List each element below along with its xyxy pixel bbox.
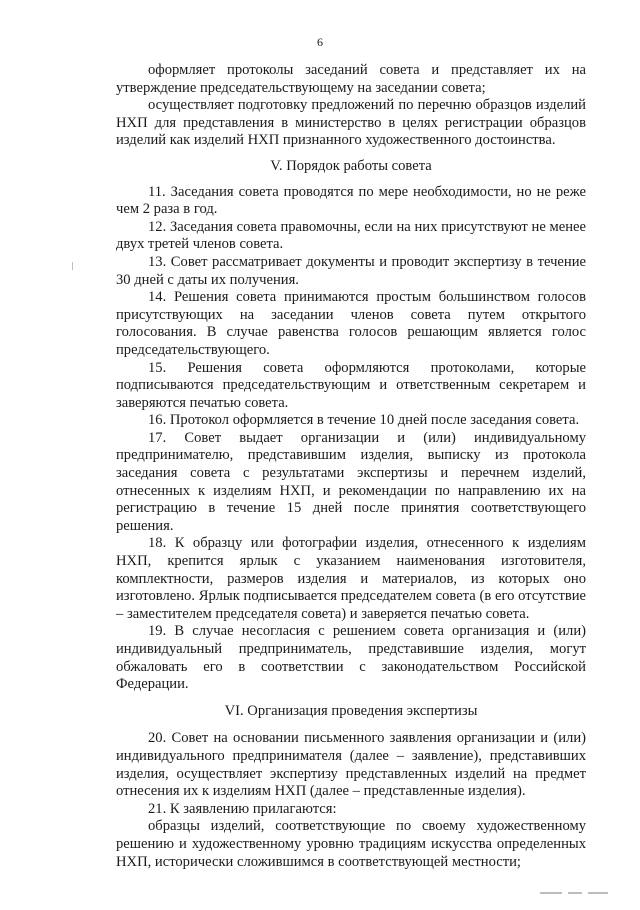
- paragraph: 13. Совет рассматривает документы и проводит экспертизу в течение 30 дней с даты их получения.: [116, 253, 586, 288]
- paragraph: 14. Решения совета принимаются простым большинством голосов присутствующих на заседании членов совета путем открытого голосования. В случае равенства голосов решающим является голос председательствующего.: [116, 289, 586, 358]
- scan-artifact-footer: [540, 892, 630, 896]
- paragraph: 18. К образцу или фотографии изделия, отнесенного к изделиям НХП, крепится ярлык с указанием наименования изготовителя, комплектности, размеров изделия и материалов, из которых оно изготовлено. Ярлык подписывается председателем совета (в его отсутствие – заместителем председателя совета) и заверяется печатью совета.: [116, 535, 586, 622]
- section-heading: VI. Организация проведения экспертизы: [224, 702, 478, 719]
- paragraph: 16. Протокол оформляется в течение 10 дней после заседания совета.: [148, 412, 580, 429]
- paragraph: 21. К заявлению прилагаются:: [148, 800, 337, 817]
- section-heading: V. Порядок работы совета: [270, 157, 432, 174]
- paragraph: 17. Совет выдает организации и (или) индивидуальному предпринимателю, представившим изделия, выписку из протокола заседания совета с результатами экспертизы и перечнем изделий, отнесенных к изделиям НХП, и рекомендации по направлению их на регистрацию в течение 15 дней после принятия соответствующего решения.: [116, 429, 586, 534]
- paragraph: 11. Заседания совета проводятся по мере необходимости, но не реже чем 2 раза в год.: [116, 183, 586, 218]
- paragraph: оформляет протоколы заседаний совета и представляет их на утверждение председательствующему на заседании совета;: [116, 62, 586, 96]
- paragraph: 12. Заседания совета правомочны, если на них присутствуют не менее двух третей членов совета.: [116, 218, 586, 253]
- page-number: 6: [317, 35, 323, 49]
- paragraph: образцы изделий, соответствующие по своему художественному решению и художественному уровню традициям искусства определенных НХП, исторически сложившимся в соответствующей местности;: [116, 818, 586, 870]
- paragraph: 20. Совет на основании письменного заявления организации и (или) индивидуального предпринимателя (далее – заявление), представивших изделия, осуществляет экспертизу представленных изделий на предмет отнесения их к изделиям НХП (далее – представленные изделия).: [116, 730, 586, 800]
- scan-artifact: [72, 262, 73, 270]
- paragraph: 15. Решения совета оформляются протоколами, которые подписываются председательствующим и ответственным секретарем и заверяются печатью совета.: [116, 359, 586, 411]
- paragraph: 19. В случае несогласия с решением совета организация и (или) индивидуальный предприниматель, представившие изделия, могут обжаловать его в соответствии с законодательством Российской Федерации.: [116, 623, 586, 693]
- paragraph: осуществляет подготовку предложений по перечню образцов изделий НХП для представления в министерство в целях регистрации образцов изделий как изделий НХП признанного художественного достоинства.: [116, 97, 586, 149]
- document-body: [116, 62, 586, 871]
